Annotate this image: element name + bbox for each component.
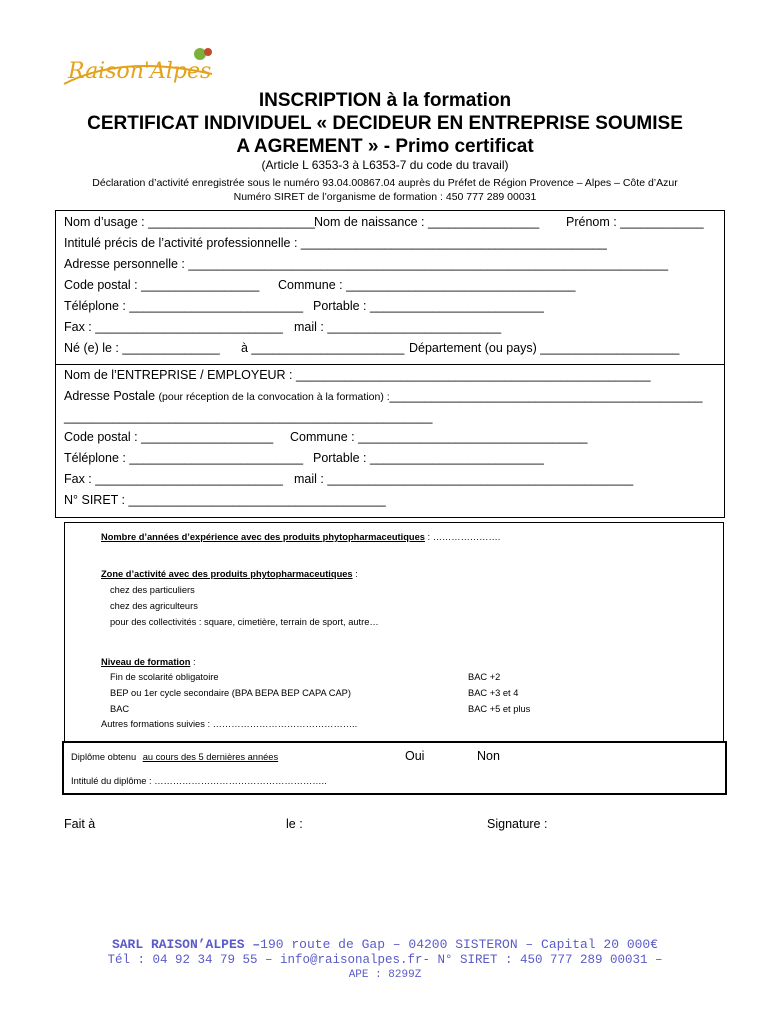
- prenom-field[interactable]: Prénom : ____________: [566, 215, 704, 229]
- adresse-postale-line-1: _____________________________________________: [389, 389, 703, 403]
- mail-field[interactable]: mail : _________________________: [294, 320, 502, 334]
- fax-field[interactable]: Fax : ___________________________: [64, 320, 283, 334]
- niveau-label: Niveau de formation: [101, 657, 191, 667]
- adresse-postale-line-2[interactable]: _____________________________________________________: [64, 410, 433, 424]
- adresse-postale-label: Adresse Postale: [64, 389, 156, 403]
- entreprise-field[interactable]: Nom de l’ENTREPRISE / EMPLOYEUR : ___________________________________________________: [64, 368, 651, 382]
- siret-text: Numéro SIRET de l’organisme de formation : 450 777 289 00031: [233, 191, 537, 203]
- niveau-option-bac-2[interactable]: BAC +2: [468, 672, 501, 682]
- zone-option-particuliers[interactable]: chez des particuliers: [110, 585, 195, 595]
- diplome-box: [62, 741, 727, 795]
- nom-usage-field[interactable]: Nom d’usage : ________________________: [64, 215, 315, 229]
- adresse-postale-field[interactable]: [64, 389, 703, 403]
- date-field[interactable]: le :: [286, 817, 303, 831]
- footer-line-1: [0, 937, 770, 952]
- svg-text:Raison'Alpes: Raison'Alpes: [68, 59, 212, 84]
- niveau-option-fin-scolarite[interactable]: Fin de scolarité obligatoire: [110, 672, 219, 682]
- niveau-option-bac[interactable]: BAC: [110, 704, 130, 714]
- adresse-personnelle-field[interactable]: Adresse personnelle : _____________________________________________________________________: [64, 257, 669, 271]
- code-postal-field[interactable]: Code postal : _________________: [64, 278, 260, 292]
- footer-line-2: Tél : 04 92 34 79 55 – info@raisonalpes.fr- N° SIRET : 450 777 289 00031 –: [107, 953, 663, 967]
- diplome-question: [71, 752, 278, 762]
- portable-field[interactable]: Portable : _________________________: [313, 299, 544, 313]
- activite-field[interactable]: Intitulé précis de l’activité professionnelle : ____________________________________________: [64, 236, 607, 250]
- article-reference: (Article L 6353-3 à L6353-7 du code du travail): [261, 158, 509, 172]
- employer-telephone-field[interactable]: Téléplone : _________________________: [64, 451, 304, 465]
- niveau-option-bac-3-4[interactable]: BAC +3 et 4: [468, 688, 519, 698]
- employer-mail-field[interactable]: mail : ____________________________________________: [294, 472, 634, 486]
- diplome-label: Diplôme obtenu: [71, 752, 137, 762]
- employer-fax-field[interactable]: Fax : ___________________________: [64, 472, 283, 486]
- footer-line-3: APE : 8299Z: [348, 969, 422, 981]
- siret-field[interactable]: N° SIRET : _____________________________________: [64, 493, 386, 507]
- diplome-oui-option[interactable]: Oui: [405, 749, 425, 763]
- experience-value: : ………………….: [424, 532, 501, 542]
- niveau-option-bep[interactable]: BEP ou 1er cycle secondaire (BPA BEPA BEP CAPA CAP): [110, 688, 351, 698]
- zone-option-collectivites[interactable]: pour des collectivités : square, cimetière, terrain de sport, autre…: [110, 617, 379, 627]
- lieu-naissance-field[interactable]: à ______________________: [241, 341, 405, 355]
- title-line-1: INSCRIPTION à la formation: [258, 90, 512, 111]
- telephone-field[interactable]: Téléplone : _________________________: [64, 299, 304, 313]
- footer-company: SARL RAISON’ALPES –: [111, 937, 261, 952]
- date-naissance-field[interactable]: Né (e) le : ______________: [64, 341, 220, 355]
- employer-code-postal-field[interactable]: Code postal : ___________________: [64, 430, 274, 444]
- company-logo: [62, 44, 222, 92]
- zone-option-agriculteurs[interactable]: chez des agriculteurs: [110, 601, 198, 611]
- experience-box: [64, 522, 724, 743]
- zone-heading: Zone d’activité avec des produits phytopharmaceutiques :: [101, 569, 358, 579]
- diplome-non-option[interactable]: Non: [477, 749, 500, 763]
- signature-field[interactable]: Signature :: [487, 817, 548, 831]
- niveau-heading: Niveau de formation :: [101, 657, 196, 667]
- diplome-period: au cours des 5 dernières années: [142, 752, 279, 762]
- employer-portable-field[interactable]: Portable : _________________________: [313, 451, 544, 465]
- nom-naissance-field[interactable]: Nom de naissance : ________________: [314, 215, 540, 229]
- footer-address: 190 route de Gap – 04200 SISTERON – Capital 20 000€: [260, 937, 659, 952]
- employer-commune-field[interactable]: Commune : _________________________________: [290, 430, 588, 444]
- intitule-diplome-field[interactable]: Intitulé du diplôme : ………………………………………………..: [71, 776, 327, 786]
- fait-a-field[interactable]: Fait à: [64, 817, 96, 831]
- niveau-option-bac-5[interactable]: BAC +5 et plus: [468, 704, 531, 714]
- adresse-postale-note: (pour réception de la convocation à la formation) :: [158, 391, 390, 403]
- title-line-3: A AGREMENT » - Primo certificat: [236, 136, 534, 157]
- commune-field[interactable]: Commune : _________________________________: [278, 278, 576, 292]
- experience-question[interactable]: [101, 532, 500, 542]
- declaration-text: Déclaration d’activité enregistrée sous le numéro 93.04.00867.04 auprès du Préfet de Région Provence – Alpes – Côte d’Azur: [92, 177, 678, 189]
- zone-label: Zone d’activité avec des produits phytopharmaceutiques: [101, 569, 353, 579]
- title-line-2: CERTIFICAT INDIVIDUEL « DECIDEUR EN ENTREPRISE SOUMISE: [87, 113, 683, 134]
- autres-formations-field[interactable]: Autres formations suivies : ………………………………………..: [101, 719, 358, 729]
- experience-label: Nombre d’années d’expérience avec des produits phytopharmaceutiques: [101, 532, 425, 542]
- departement-field[interactable]: Département (ou pays) ____________________: [409, 341, 680, 355]
